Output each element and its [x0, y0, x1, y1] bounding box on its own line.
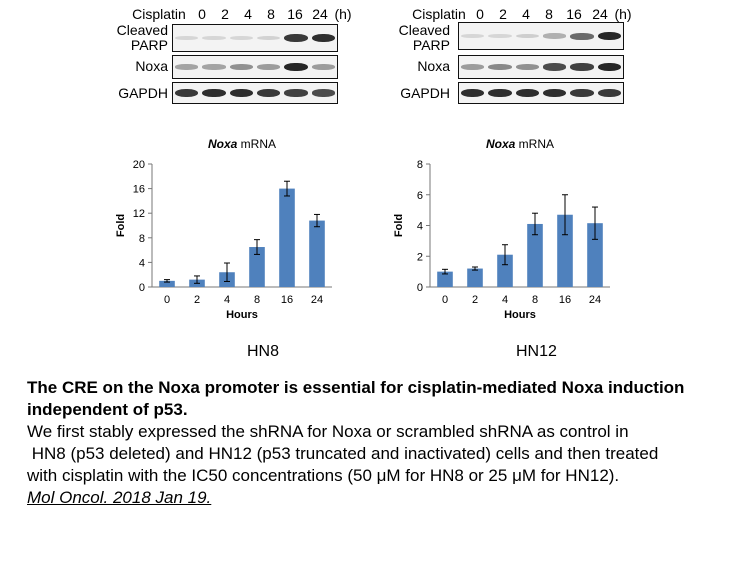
- caption-citation-link[interactable]: Mol Oncol. 2018 Jan 19.: [27, 488, 212, 507]
- x-axis-label: Hours: [504, 309, 536, 321]
- blot-band: [488, 89, 511, 98]
- x-tick-label: 16: [558, 294, 572, 306]
- blot-band: [202, 36, 225, 40]
- timepoint-label: 8: [545, 6, 553, 22]
- y-tick-label: 20: [132, 159, 145, 171]
- x-tick-label: 4: [501, 294, 509, 306]
- timepoint-label: 16: [287, 6, 303, 22]
- blot-band: [598, 63, 621, 72]
- blot-band: [570, 63, 593, 71]
- cell-line-label-hn12: HN12: [516, 343, 557, 360]
- x-tick-label: 0: [163, 294, 171, 306]
- blot-strip-gapdh: [172, 82, 338, 104]
- caption-body-line: HN8 (p53 deleted) and HN12 (p53 truncated and inactivated) cells and then treated: [27, 444, 659, 463]
- row-label-cleaved-parp: Cleaved PARP: [116, 22, 168, 53]
- blot-band: [312, 64, 335, 70]
- blot-band: [543, 89, 566, 98]
- timepoint-label: 0: [198, 6, 206, 22]
- blot-band: [516, 64, 539, 70]
- x-tick-label: 2: [193, 294, 201, 306]
- bar: [279, 189, 295, 287]
- blot-strip-cleaved-parp: [458, 22, 624, 50]
- timepoint-label: 4: [244, 6, 252, 22]
- y-axis-label: Fold: [393, 213, 405, 238]
- blot-strip-gapdh: [458, 82, 624, 104]
- cisplatin-label: Cisplatin: [132, 6, 186, 22]
- blot-band: [543, 33, 566, 38]
- row-label-gapdh: GAPDH: [400, 85, 450, 101]
- western-blot-hn12: [378, 0, 756, 110]
- timepoint-label: 2: [221, 6, 229, 22]
- caption-body-line: with cisplatin with the IC50 concentrations (50 μM for HN8 or 25 μM for HN12).: [27, 466, 620, 485]
- x-axis-label: Hours: [226, 309, 258, 321]
- x-tick-label: 0: [441, 294, 449, 306]
- bar: [467, 269, 483, 287]
- y-axis-label: Fold: [115, 213, 127, 238]
- y-tick-label: 8: [138, 232, 145, 245]
- timepoint-label: 16: [566, 6, 582, 22]
- blot-band: [516, 34, 539, 39]
- figure-caption: [27, 377, 752, 509]
- x-tick-label: 16: [280, 294, 294, 306]
- caption-title: The CRE on the Noxa promoter is essential for cisplatin-mediated Noxa induction independent of p53.: [27, 378, 685, 419]
- blot-strip-cleaved-parp: [172, 24, 338, 52]
- blot-band: [516, 89, 539, 98]
- blot-band: [570, 33, 593, 40]
- blot-band: [461, 64, 484, 70]
- y-tick-label: 8: [416, 159, 423, 171]
- chart-title: Noxa mRNA: [485, 137, 555, 151]
- blot-band: [598, 89, 621, 97]
- blot-band: [461, 34, 484, 38]
- timepoint-label: 8: [267, 6, 275, 22]
- blot-band: [543, 63, 566, 71]
- y-tick-label: 16: [132, 183, 145, 196]
- blot-band: [230, 64, 253, 70]
- noxa-mrna-chart-hn8: [100, 130, 350, 325]
- blot-band: [488, 34, 511, 38]
- blot-band: [175, 64, 198, 70]
- row-label-noxa: Noxa: [417, 58, 450, 74]
- unit-label: (h): [334, 6, 352, 22]
- cisplatin-label: Cisplatin: [412, 6, 466, 22]
- noxa-mrna-chart-hn12: [378, 130, 628, 325]
- x-tick-label: 4: [223, 294, 231, 306]
- blot-band: [598, 32, 621, 41]
- chart-title: Noxa mRNA: [207, 137, 277, 151]
- bar: [309, 221, 325, 287]
- blot-band: [230, 36, 253, 40]
- x-tick-label: 24: [588, 294, 602, 306]
- blot-band: [284, 63, 307, 72]
- blot-band: [175, 89, 198, 97]
- blot-band: [312, 89, 335, 97]
- blot-band: [202, 89, 225, 98]
- blot-band: [570, 89, 593, 97]
- timepoint-label: 4: [522, 6, 530, 22]
- blot-band: [257, 36, 280, 40]
- timepoint-label: 24: [592, 6, 608, 22]
- blot-band: [488, 64, 511, 70]
- y-tick-label: 4: [416, 220, 423, 233]
- row-label-noxa: Noxa: [135, 58, 168, 74]
- y-tick-label: 4: [138, 257, 145, 270]
- y-tick-label: 0: [416, 282, 423, 294]
- x-tick-label: 8: [253, 294, 261, 306]
- blot-band: [284, 89, 307, 97]
- x-tick-label: 2: [471, 294, 479, 306]
- blot-band: [461, 89, 484, 98]
- timepoint-label: 24: [312, 6, 328, 22]
- x-tick-label: 24: [310, 294, 324, 306]
- y-tick-label: 2: [416, 251, 423, 264]
- timepoint-label: 2: [499, 6, 507, 22]
- y-tick-label: 0: [138, 282, 145, 294]
- blot-band: [312, 34, 335, 43]
- timepoint-label: 0: [476, 6, 484, 22]
- y-tick-label: 12: [132, 208, 145, 221]
- blot-strip-noxa: [458, 55, 624, 79]
- row-label-gapdh: GAPDH: [118, 85, 168, 101]
- blot-band: [284, 34, 307, 42]
- western-blot-hn8: [0, 0, 378, 110]
- blot-band: [175, 36, 198, 40]
- blot-band: [202, 64, 225, 70]
- row-label-cleaved-parp: Cleaved PARP: [398, 22, 450, 53]
- blot-band: [257, 89, 280, 97]
- y-tick-label: 6: [416, 189, 423, 202]
- blot-band: [230, 89, 253, 98]
- blot-band: [257, 64, 280, 70]
- x-tick-label: 8: [531, 294, 539, 306]
- cell-line-label-hn8: HN8: [247, 343, 280, 360]
- caption-body-line: We first stably expressed the shRNA for Noxa or scrambled shRNA as control in: [27, 422, 629, 441]
- blot-strip-noxa: [172, 55, 338, 79]
- unit-label: (h): [614, 6, 632, 22]
